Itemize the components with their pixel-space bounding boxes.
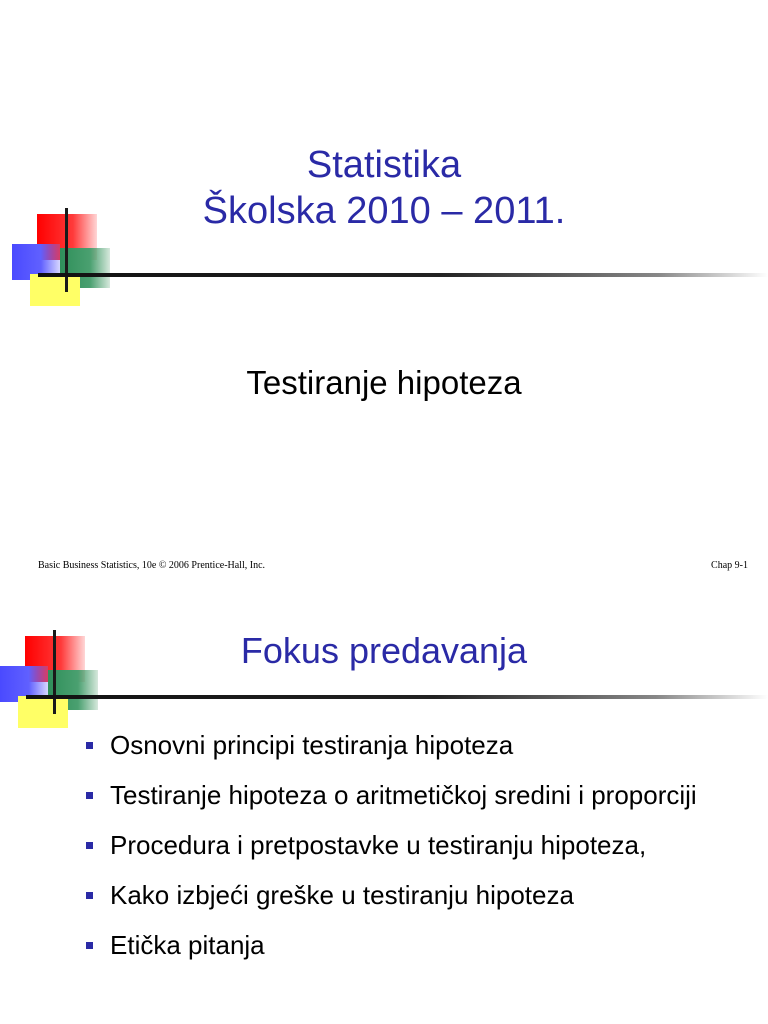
bullet-list xyxy=(84,728,744,978)
content-slide xyxy=(0,580,768,1024)
bullet-square-icon xyxy=(86,942,93,949)
title-divider xyxy=(38,273,768,277)
bullet-square-icon xyxy=(86,742,93,749)
list-item: Testiranje hipoteza o aritmetičkoj sredini i proporciji xyxy=(84,778,744,812)
footer-copyright: Basic Business Statistics, 10e © 2006 Prentice-Hall, Inc. xyxy=(38,560,266,571)
footer-page-number: Chap 9-1 xyxy=(711,560,748,571)
bullet-square-icon xyxy=(86,842,93,849)
list-item: Osnovni principi testiranja hipoteza xyxy=(84,728,744,762)
list-item: Procedura i pretpostavke u testiranju hipoteza, xyxy=(84,828,744,862)
list-item: Etička pitanja xyxy=(84,928,744,962)
slide-title xyxy=(0,142,768,234)
title-divider xyxy=(26,695,768,699)
bullet-square-icon xyxy=(86,892,93,899)
slide-title: Fokus predavanja xyxy=(240,630,528,671)
title-line-2: Školska 2010 – 2011. xyxy=(202,190,566,232)
bullet-square-icon xyxy=(86,792,93,799)
list-item: Kako izbjeći greške u testiranju hipoteza xyxy=(84,878,744,912)
title-line-1: Statistika xyxy=(306,144,462,186)
slide-subtitle: Testiranje hipoteza xyxy=(246,364,522,401)
